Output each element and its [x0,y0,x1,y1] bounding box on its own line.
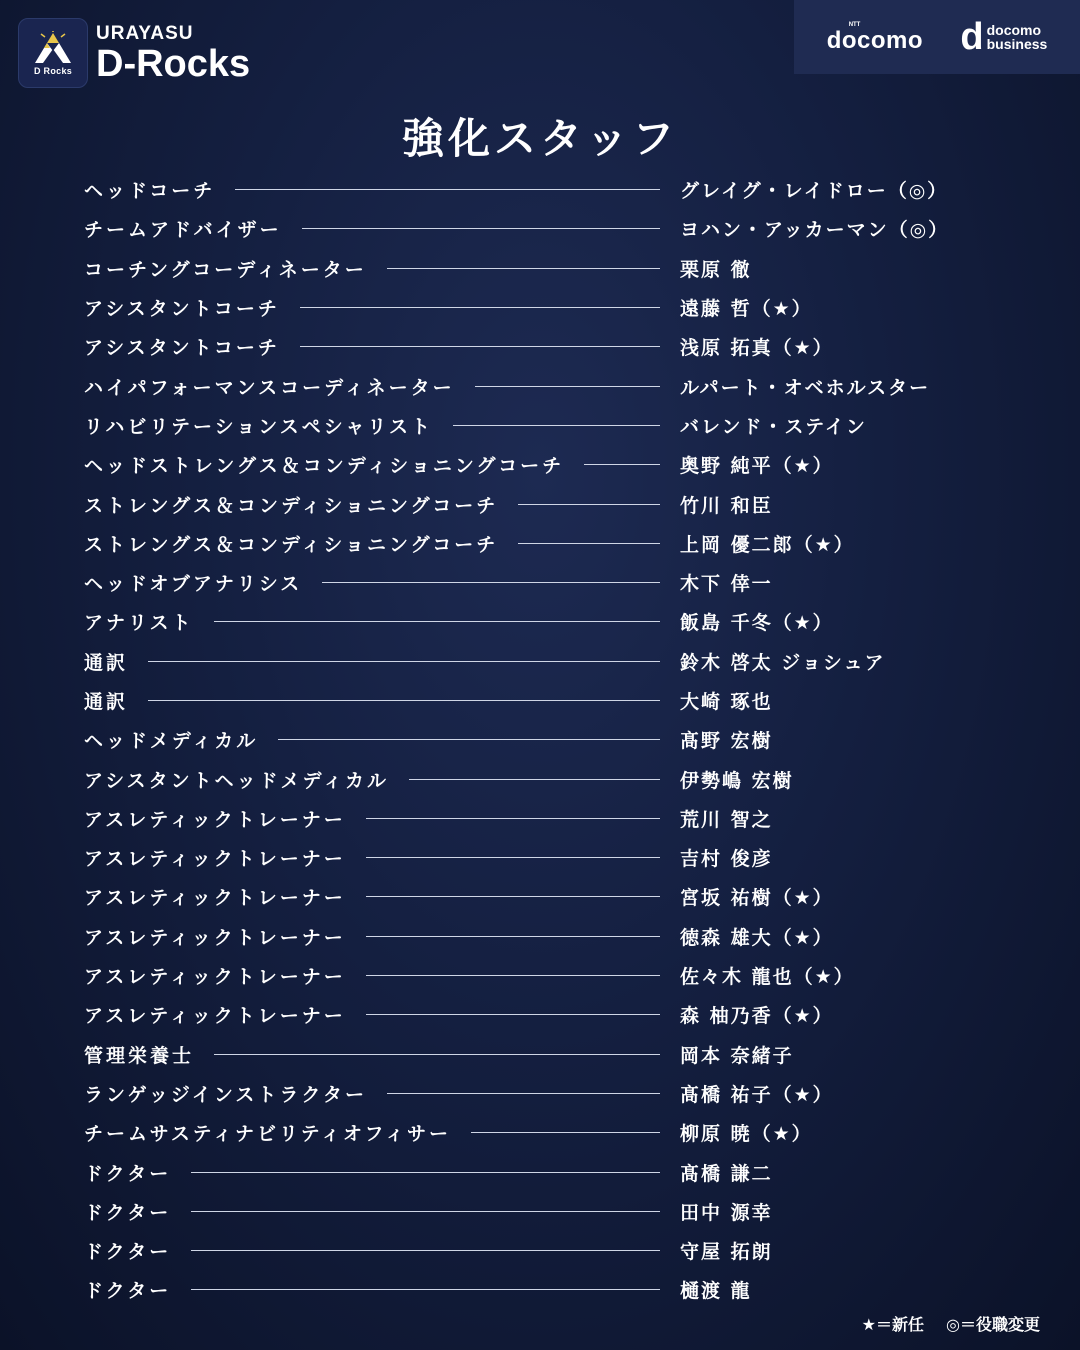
staff-row [84,838,1004,877]
staff-name: 大崎 琢也 [680,691,773,713]
staff-role: アナリスト [84,612,194,635]
staff-row [84,1192,1004,1231]
staff-role: アシスタントコーチ [84,337,280,360]
staff-row [84,1035,1004,1074]
staff-row [84,1270,1004,1309]
staff-row [84,1113,1004,1152]
leader-line [366,857,660,858]
leader-line [366,818,660,819]
leader-line [366,896,660,897]
staff-name: 浅原 拓真（★） [680,337,834,360]
role-cell [84,373,680,400]
staff-row [84,681,1004,720]
staff-role: アスレティックトレーナー [84,1005,346,1028]
mountain-crest-icon [33,31,73,65]
staff-row [84,288,1004,327]
brand-name: D-Rocks [96,42,251,85]
staff-role: ヘッドストレングス＆コンディショニングコーチ [84,455,565,478]
staff-row [84,249,1004,288]
staff-name: 岡本 奈緒子 [680,1044,794,1067]
staff-role: ドクター [84,1280,172,1303]
staff-role: コーチングコーディネーター [84,258,367,281]
staff-role: 通訳 [84,651,129,674]
staff-row [84,366,1004,405]
role-cell [84,569,680,596]
role-cell [84,883,680,910]
staff-name: 荒川 智之 [680,808,773,831]
role-cell [84,333,680,360]
staff-name: 竹川 和臣 [680,494,773,517]
leader-line [366,936,660,937]
role-cell [84,1080,680,1107]
role-cell [84,530,680,557]
legend-changed: ◎＝役職変更 [946,1315,1040,1334]
staff-row [84,956,1004,995]
leader-line [518,504,660,505]
staff-name: バレンド・ステイン [680,415,867,438]
role-cell [84,805,680,832]
staff-role: 管理栄養士 [84,1044,195,1067]
role-cell [84,1119,680,1146]
business-wordmark [987,23,1048,51]
staff-role: ランゲッジインストラクター [84,1083,367,1106]
staff-name: 髙野 宏樹 [680,730,773,753]
role-cell [84,215,680,242]
role-cell [84,1001,680,1028]
staff-role: アシスタントコーチ [84,298,280,321]
role-cell [84,962,680,989]
staff-row [84,563,1004,602]
staff-name: 奥野 純平（★） [680,455,834,478]
team-logo [18,18,250,88]
leader-line [191,1289,660,1290]
sponsor-panel [794,0,1080,74]
leader-line [471,1132,660,1133]
ntt-label: NTT [848,21,861,28]
staff-role: チームサスティナビリティオフィサー [84,1123,451,1146]
staff-role: ドクター [84,1241,172,1264]
staff-role: チームアドバイザー [84,219,282,242]
docomo-wordmark: docomo [826,26,924,54]
staff-row [84,1074,1004,1113]
staff-row [84,877,1004,916]
staff-name: 吉村 俊彦 [680,848,773,871]
leader-line [191,1211,660,1212]
business-line-2: business [986,36,1048,52]
legend [862,1312,1040,1335]
staff-name: ヨハン・アッカーマン（◎） [680,219,950,242]
leader-line [518,543,660,544]
leader-line [409,779,660,780]
business-line-1: docomo [986,22,1042,38]
leader-line [148,700,660,701]
staff-role: ヘッドメディカル [84,730,259,753]
staff-role: アスレティックトレーナー [84,926,346,949]
crest-label: D Rocks [33,65,73,76]
staff-name: 樋渡 龍 [680,1280,752,1303]
staff-name: 栗原 徹 [680,258,752,281]
staff-name: 森 柚乃香（★） [680,1005,834,1028]
staff-row [84,642,1004,681]
role-cell [84,176,680,203]
role-cell [84,726,680,753]
leader-line [214,1054,660,1055]
staff-row [84,995,1004,1034]
role-cell [84,491,680,518]
staff-list [84,170,1004,1310]
role-cell [84,766,680,793]
staff-row [84,406,1004,445]
role-cell [84,1237,680,1264]
staff-role: アシスタントヘッドメディカル [84,769,389,792]
staff-role: ストレングス＆コンディショニングコーチ [84,494,499,517]
docomo-business-logo [960,18,1047,56]
leader-line [300,307,660,308]
leader-line [366,975,660,976]
staff-name: 守屋 拓朗 [680,1241,773,1264]
staff-role: ストレングス＆コンディショニングコーチ [84,533,499,556]
staff-name: 柳原 暁（★） [680,1123,813,1146]
leader-line [322,582,660,583]
role-cell [84,608,680,635]
staff-name: ルパート・オベホルスター [680,376,931,399]
leader-line [366,1014,660,1015]
staff-name: 遠藤 哲（★） [680,298,813,321]
role-cell [84,923,680,950]
staff-row [84,484,1004,523]
staff-role: リハビリテーションスペシャリスト [84,415,433,438]
role-cell [84,1041,680,1068]
staff-row [84,799,1004,838]
leader-line [191,1250,660,1251]
leader-line [191,1172,660,1173]
role-cell [84,451,680,478]
role-cell [84,687,680,714]
leader-line [235,189,660,190]
staff-name: 宮坂 祐樹（★） [680,887,834,910]
leader-line [453,425,660,426]
team-crest [18,18,88,88]
staff-row [84,1231,1004,1270]
leader-line [475,386,660,387]
staff-role: ヘッドオブアナリシス [84,573,303,596]
staff-row [84,759,1004,798]
staff-name: 佐々木 龍也（★） [680,966,855,989]
staff-row [84,1152,1004,1191]
staff-role: アスレティックトレーナー [84,848,346,871]
staff-row [84,602,1004,641]
brand-wordmark [96,24,250,83]
staff-name: 鈴木 啓太 ジョシュア [680,651,886,674]
staff-name: 髙橋 謙二 [680,1162,773,1185]
page-title: 強化スタッフ [401,114,678,163]
staff-name: 伊勢嶋 宏樹 [680,769,794,792]
leader-line [302,228,660,229]
role-cell [84,648,680,675]
staff-row [84,720,1004,759]
docomo-logo [827,22,923,53]
staff-row [84,445,1004,484]
role-cell [84,1276,680,1303]
role-cell [84,412,680,439]
staff-name: グレイグ・レイドロー（◎） [680,180,949,203]
staff-name: 徳森 雄大（★） [680,926,834,949]
leader-line [214,621,660,622]
role-cell [84,294,680,321]
leader-line [387,268,660,269]
staff-row [84,327,1004,366]
staff-row [84,917,1004,956]
staff-role: ヘッドコーチ [84,180,216,203]
legend-new: ★＝新任 [861,1315,925,1334]
staff-role: ハイパフォーマンスコーディネーター [84,376,455,399]
staff-row [84,209,1004,248]
role-cell [84,255,680,282]
brand-city: URAYASU [96,22,194,44]
leader-line [278,739,660,740]
staff-role: 通訳 [84,691,129,713]
staff-role: アスレティックトレーナー [84,966,346,989]
role-cell [84,1198,680,1225]
staff-role: ドクター [84,1162,172,1185]
staff-name: 飯島 千冬（★） [680,612,834,635]
role-cell [84,844,680,871]
staff-name: 田中 源幸 [680,1201,773,1224]
leader-line [148,661,660,662]
staff-row [84,170,1004,209]
staff-role: ドクター [84,1201,172,1224]
staff-row [84,524,1004,563]
leader-line [584,464,660,465]
staff-role: アスレティックトレーナー [84,808,346,831]
leader-line [387,1093,660,1094]
role-cell [84,1159,680,1186]
staff-name: 髙橋 祐子（★） [680,1083,834,1106]
staff-role: アスレティックトレーナー [84,887,346,910]
staff-name: 木下 倖一 [680,573,773,596]
d-mark-icon: d [960,16,984,58]
leader-line [300,346,660,347]
staff-name: 上岡 優二郎（★） [680,533,855,556]
